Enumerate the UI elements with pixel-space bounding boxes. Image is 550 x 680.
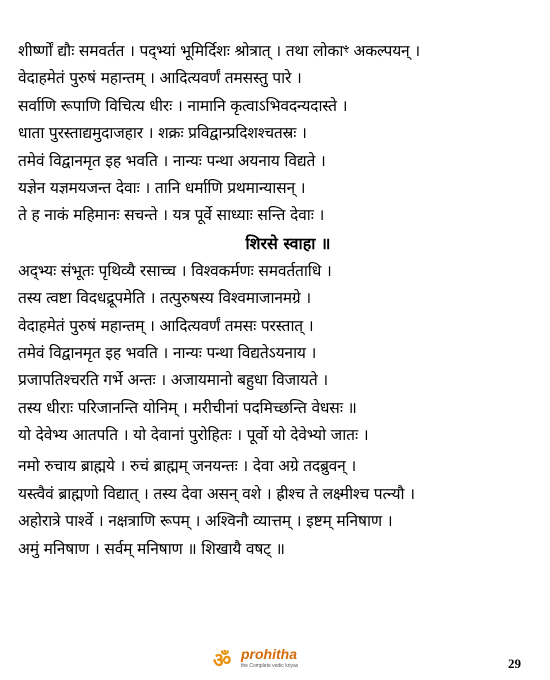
verse-line: धाता पुरस्ताद्यमुदाजहार । शक्रः प्रविद्वान्प्रदिशश्चतस्रः । [18, 124, 307, 143]
verse-line: तमेवं विद्वानमृत इह भवति । नान्यः पन्था अयनाय विद्यते । [18, 151, 326, 170]
verse-line: यस्त्वैवं ब्राह्मणो विद्यात् । तस्य देवा असन् वशे । ह्रीश्च ते लक्ष्मीश्च पत्न्यौ । [18, 484, 415, 503]
verse-line: अमुं मनिषाण । सर्वम् मनिषाण ॥ शिखायै वषट् ॥ [18, 539, 285, 558]
page-number: 29 [508, 656, 521, 671]
verse-line: प्रजापतिश्चरति गर्भे अन्तः । अजायमानो बहुधा विजायते । [18, 371, 329, 390]
verse-line: नमो रुचाय ब्राह्मये । रुचं ब्राह्मम् जनयन्तः । देवा अग्रे तदब्रुवन् । [18, 457, 357, 476]
verse-line: शीर्ष्णों द्यौः समवर्तत । पद्भ्यां भूमिर्दिशः श्रोत्रात् । तथा लोकाꣳ अकल्पयन् । [18, 42, 420, 60]
verse-line: तमेवं विद्वानमृत इह भवति । नान्यः पन्था विद्यतेऽयनाय । [18, 343, 317, 362]
verse-line: यो देवेभ्य आतपति । यो देवानां पुरोहितः । पूर्वो यो देवेभ्यो जातः । [18, 426, 369, 445]
verse-line: तस्य त्वष्टा विदधद्रूपमेति । तत्पुरुषस्य विश्वमाजानमग्रे । [18, 289, 311, 308]
page-footer [0, 644, 550, 676]
verse-line: सर्वाणि रूपाणि विचित्य धीरः । नामानि कृत्वाऽभिवदन्यदास्ते । [18, 96, 348, 115]
verse-line: यज्ञेन यज्ञमयजन्त देवाः । तानि धर्माणि प्रथमान्यासन् । [18, 178, 306, 197]
verse-line: अहोरात्रे पार्श्वे । नक्षत्राणि रूपम् । अश्विनौ व्यात्तम् । इष्टम् मनिषाण । [18, 512, 393, 531]
logo-tagline: the Complete vedic kriyas [241, 663, 299, 669]
verse-text-body [18, 38, 538, 563]
verse-line: अद्भ्यः संभूतः पृथिव्यै रसाच्च । विश्वकर्मणः समवर्तताधि । [18, 261, 332, 280]
verse-line: ते ह नाकं महिमानः सचन्ते । यत्र पूर्वे साध्याः सन्ति देवाः । [18, 206, 325, 225]
verse-line: वेदाहमेतं पुरुषं महान्तम् । आदित्यवर्णं तमसस्तु पारे । [18, 69, 302, 88]
verse-line: तस्य धीराः परिजानन्ति योनिम् । मरीचीनां पदमिच्छन्ति वेधसः ॥ [18, 398, 357, 417]
om-icon: ॐ [213, 648, 232, 672]
verse-line: वेदाहमेतं पुरुषं महान्तम् । आदित्यवर्णं तमसः परस्तात् । [18, 316, 314, 335]
prohitha-logo [213, 644, 323, 676]
section-heading: शिरसे स्वाहा ॥ [245, 233, 331, 253]
logo-name: prohitha [241, 646, 297, 662]
